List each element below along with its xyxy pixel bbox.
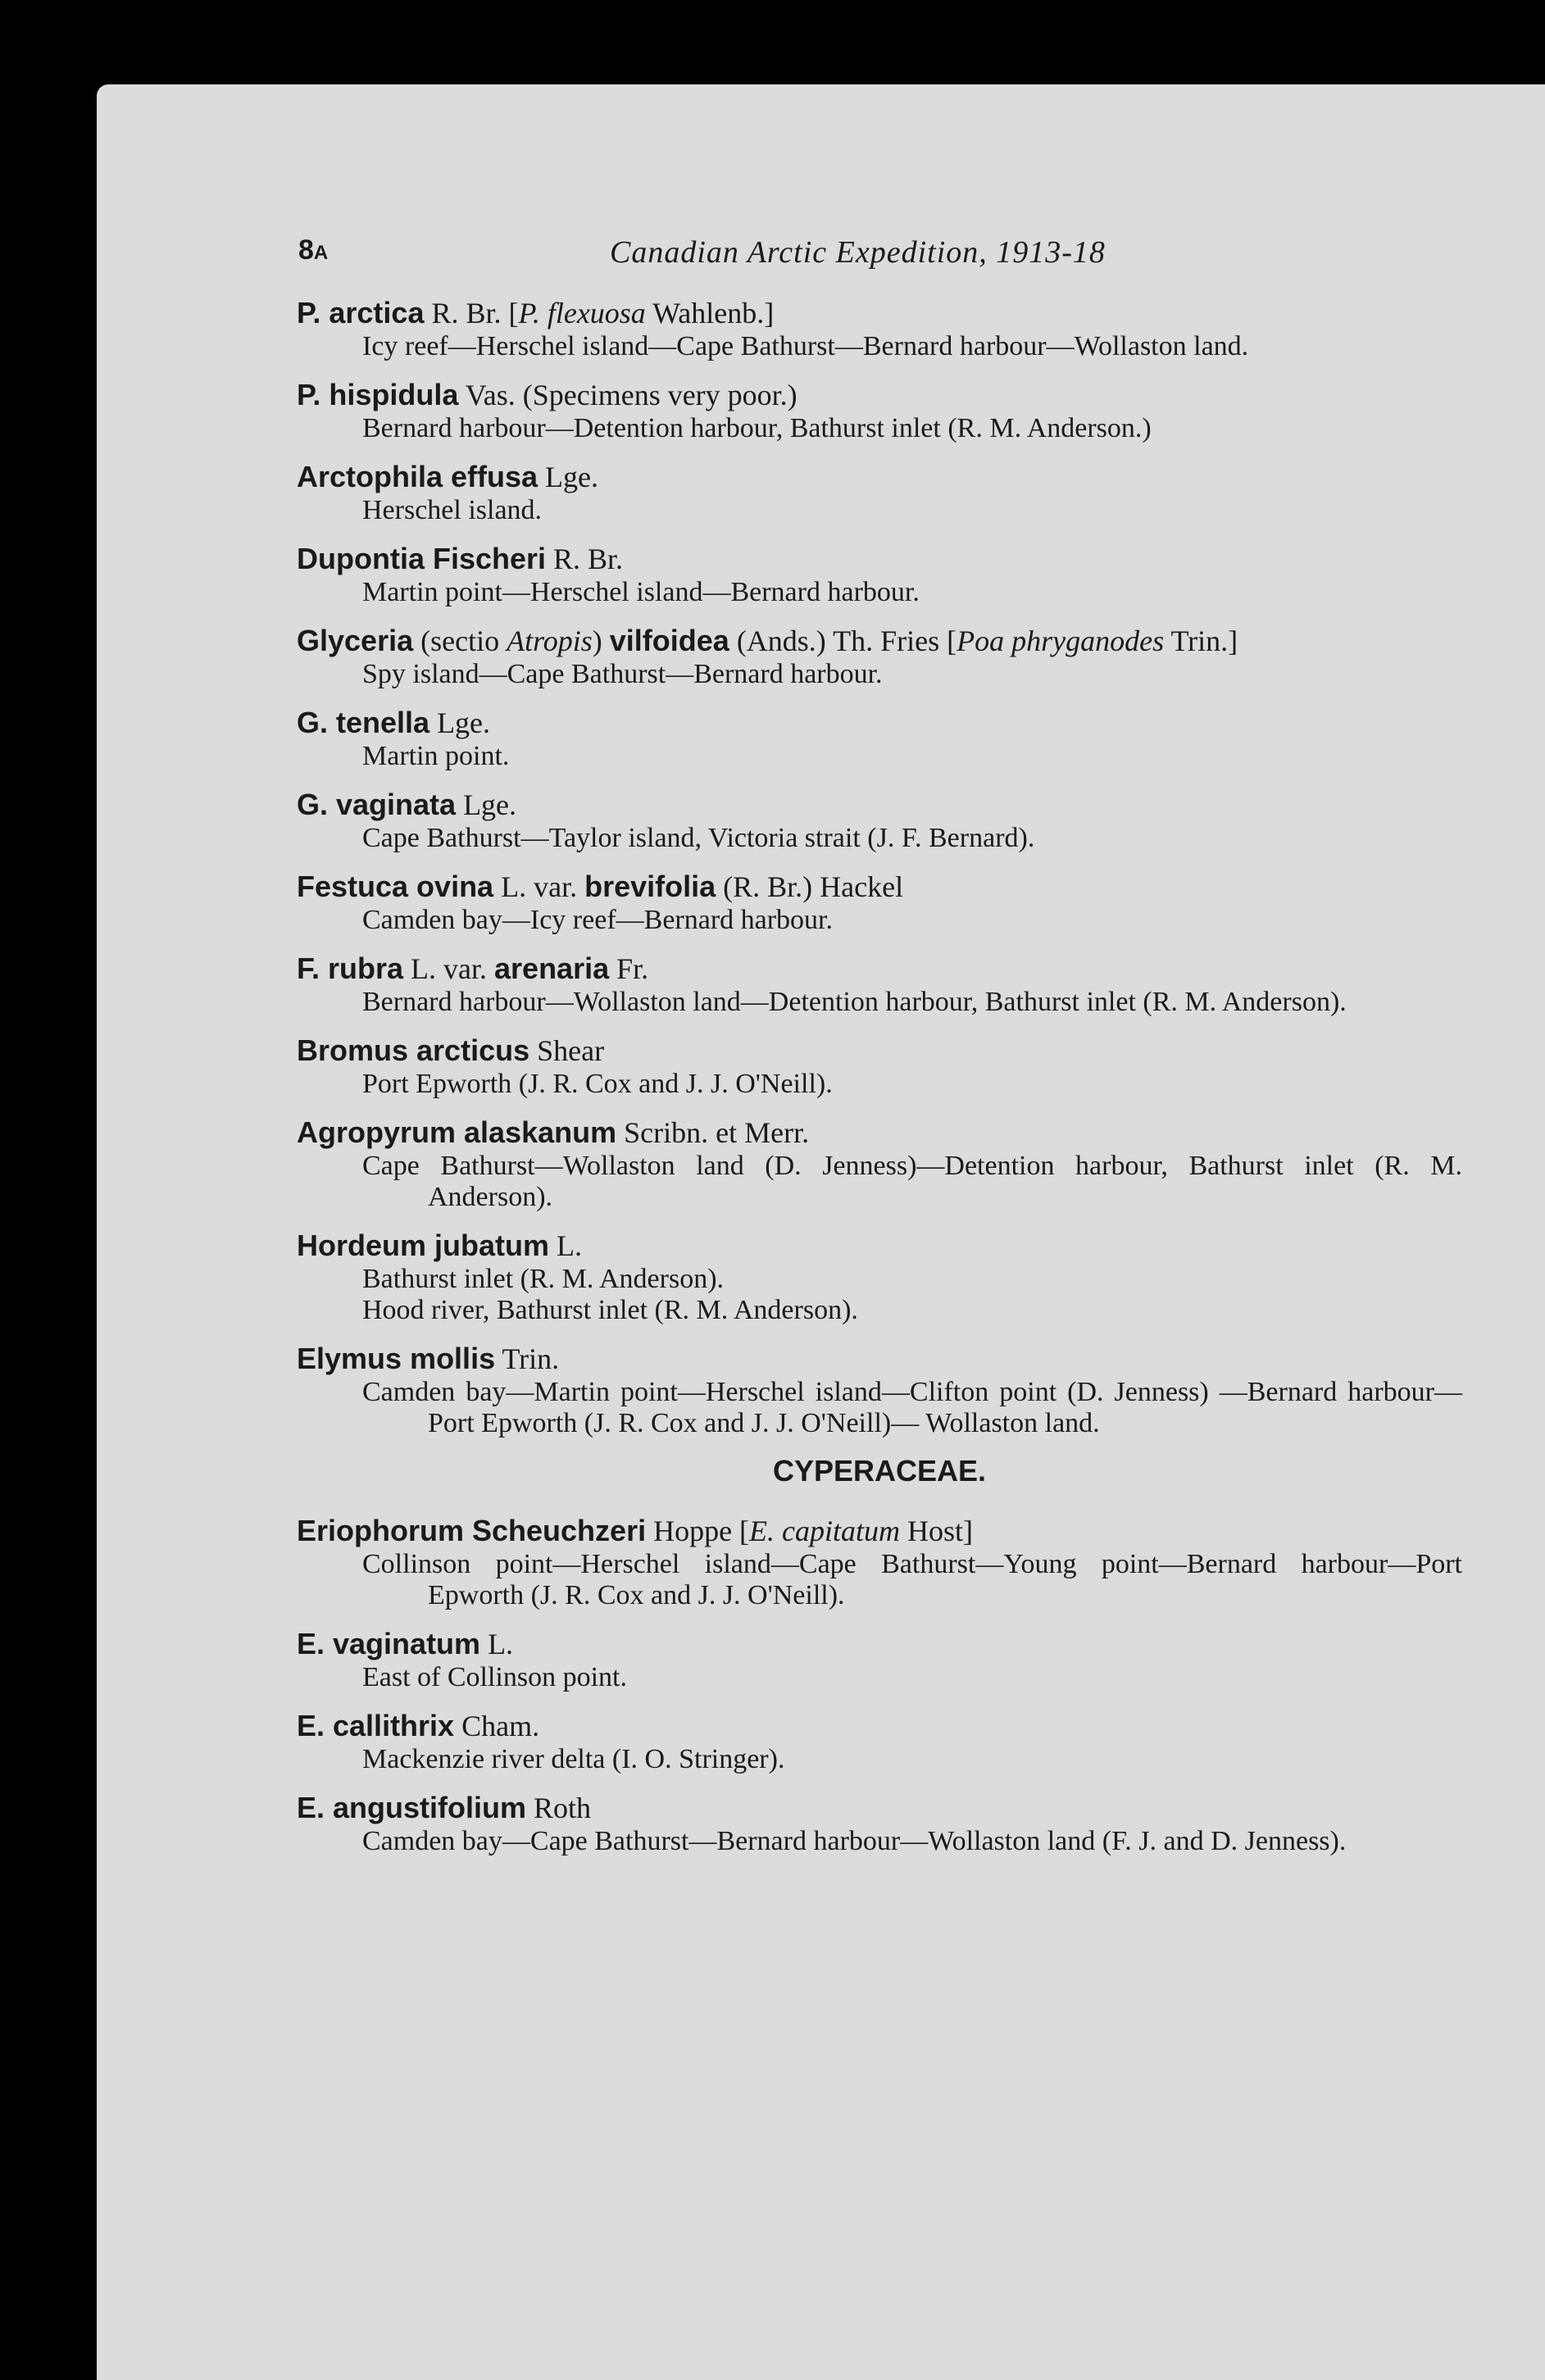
species-entry: Arctophila effusa Lge. Herschel island. xyxy=(297,459,1462,526)
locality: Camden bay—Icy reef—Bernard harbour. xyxy=(362,905,833,935)
locality: Collinson point—Herschel island—Cape Bathurst—Young point—Bernard harbour—Port Epworth (J. R. Cox and J. J. O'Neill). xyxy=(362,1549,1462,1610)
page-header xyxy=(298,234,1511,275)
species-name: P. hispidula xyxy=(297,378,459,411)
locality: Bathurst inlet (R. M. Anderson). xyxy=(362,1264,725,1294)
species-name: Glyceria xyxy=(297,624,414,657)
locality: Spy island—Cape Bathurst—Bernard harbour. xyxy=(362,659,883,689)
species-name: F. rubra xyxy=(297,952,404,985)
locality: Cape Bathurst—Taylor island, Victoria strait (J. F. Bernard). xyxy=(362,823,1035,853)
species-name: Hordeum jubatum xyxy=(297,1229,550,1262)
species-list xyxy=(297,295,1462,1872)
species-entry: Bromus arcticus Shear Port Epworth (J. R. Cox and J. J. O'Neill). xyxy=(297,1033,1462,1100)
locality: East of Collinson point. xyxy=(362,1662,627,1692)
locality: Hood river, Bathurst inlet (R. M. Anderson). xyxy=(362,1295,858,1325)
species-entry: E. callithrix Cham. Mackenzie river delta (I. O. Stringer). xyxy=(297,1708,1462,1775)
species-name: Elymus mollis xyxy=(297,1342,496,1375)
locality: Bernard harbour—Wollaston land—Detention harbour, Bathurst inlet (R. M. Anderson). xyxy=(362,987,1347,1017)
species-name: Bromus arcticus xyxy=(297,1033,530,1067)
locality: Cape Bathurst—Wollaston land (D. Jenness)—Detention harbour, Bathurst inlet (R. M. Anderson). xyxy=(362,1151,1462,1212)
locality: Martin point—Herschel island—Bernard harbour. xyxy=(362,577,920,607)
species-entry: Dupontia Fischeri R. Br. Martin point—Herschel island—Bernard harbour. xyxy=(297,541,1462,608)
species-name: E. angustifolium xyxy=(297,1791,527,1824)
locality: Herschel island. xyxy=(362,495,543,525)
running-head: Canadian Arctic Expedition, 1913-18 xyxy=(610,235,1106,270)
species-entry: G. vaginata Lge. Cape Bathurst—Taylor island, Victoria strait (J. F. Bernard). xyxy=(297,787,1462,854)
species-name: Festuca ovina xyxy=(297,870,494,903)
species-entry: P. arctica R. Br. [P. flexuosa Wahlenb.] Icy reef—Herschel island—Cape Bathurst—Bernard harbour—Wollaston land. xyxy=(297,295,1462,362)
species-entry: Eriophorum Scheuchzeri Hoppe [E. capitatum Host] Collinson point—Herschel island—Cape Bathurst—Young point—Bernard harbour—Port Epworth (J. R. Cox and J. J. O'Neill). xyxy=(297,1514,1462,1610)
species-name: Eriophorum Scheuchzeri xyxy=(297,1514,647,1547)
species-name: G. vaginata xyxy=(297,788,457,821)
species-entry: E. vaginatum L. East of Collinson point. xyxy=(297,1626,1462,1693)
species-entry: Hordeum jubatum L. Bathurst inlet (R. M. Anderson). Hood river, Bathurst inlet (R. M. Anderson). xyxy=(297,1228,1462,1326)
locality: Martin point. xyxy=(362,741,510,771)
family-heading: CYPERACEAE. xyxy=(772,1454,987,1488)
locality: Mackenzie river delta (I. O. Stringer). xyxy=(362,1744,785,1774)
species-name: E. callithrix xyxy=(297,1709,455,1742)
locality: Port Epworth (J. R. Cox and J. J. O'Neill). xyxy=(362,1069,833,1099)
species-entry: Agropyrum alaskanum Scribn. et Merr. Cape Bathurst—Wollaston land (D. Jenness)—Detention harbour, Bathurst inlet (R. M. Anderson). xyxy=(297,1115,1462,1212)
species-entry: F. rubra L. var. arenaria Fr. Bernard harbour—Wollaston land—Detention harbour, Bathurst inlet (R. M. Anderson). xyxy=(297,951,1462,1018)
species-entry: G. tenella Lge. Martin point. xyxy=(297,705,1462,772)
locality: Camden bay—Martin point—Herschel island—Clifton point (D. Jenness) —Bernard harbour—Port Epworth (J. R. Cox and J. J. O'Neill)— Wollaston land. xyxy=(362,1377,1462,1438)
species-entry: E. angustifolium Roth Camden bay—Cape Bathurst—Bernard harbour—Wollaston land (F. J. and D. Jenness). xyxy=(297,1790,1462,1857)
species-name: Agropyrum alaskanum xyxy=(297,1115,617,1149)
species-entry: Elymus mollis Trin. Camden bay—Martin point—Herschel island—Clifton point (D. Jenness) —Bernard harbour—Port Epworth (J. R. Cox and J. J. O'Neill)— Wollaston land. xyxy=(297,1342,1462,1438)
species-name: P. arctica xyxy=(297,296,425,329)
species-entry: Glyceria (sectio Atropis) vilfoidea (Ands.) Th. Fries [Poa phryganodes Trin.] Spy island—Cape Bathurst—Bernard harbour. xyxy=(297,623,1462,690)
species-entry: Festuca ovina L. var. brevifolia (R. Br.) Hackel Camden bay—Icy reef—Bernard harbour. xyxy=(297,869,1462,936)
species-entry: P. hispidula Vas. (Specimens very poor.) Bernard harbour—Detention harbour, Bathurst inlet (R. M. Anderson.) xyxy=(297,377,1462,444)
locality: Icy reef—Herschel island—Cape Bathurst—Bernard harbour—Wollaston land. xyxy=(362,331,1249,361)
page-number: 8A xyxy=(298,234,329,266)
locality: Camden bay—Cape Bathurst—Bernard harbour—Wollaston land (F. J. and D. Jenness). xyxy=(362,1826,1347,1856)
locality: Bernard harbour—Detention harbour, Bathurst inlet (R. M. Anderson.) xyxy=(362,413,1152,443)
species-name: Dupontia Fischeri xyxy=(297,542,547,575)
species-name: Arctophila effusa xyxy=(297,460,538,493)
species-name: G. tenella xyxy=(297,706,430,739)
species-name: E. vaginatum xyxy=(297,1627,481,1660)
